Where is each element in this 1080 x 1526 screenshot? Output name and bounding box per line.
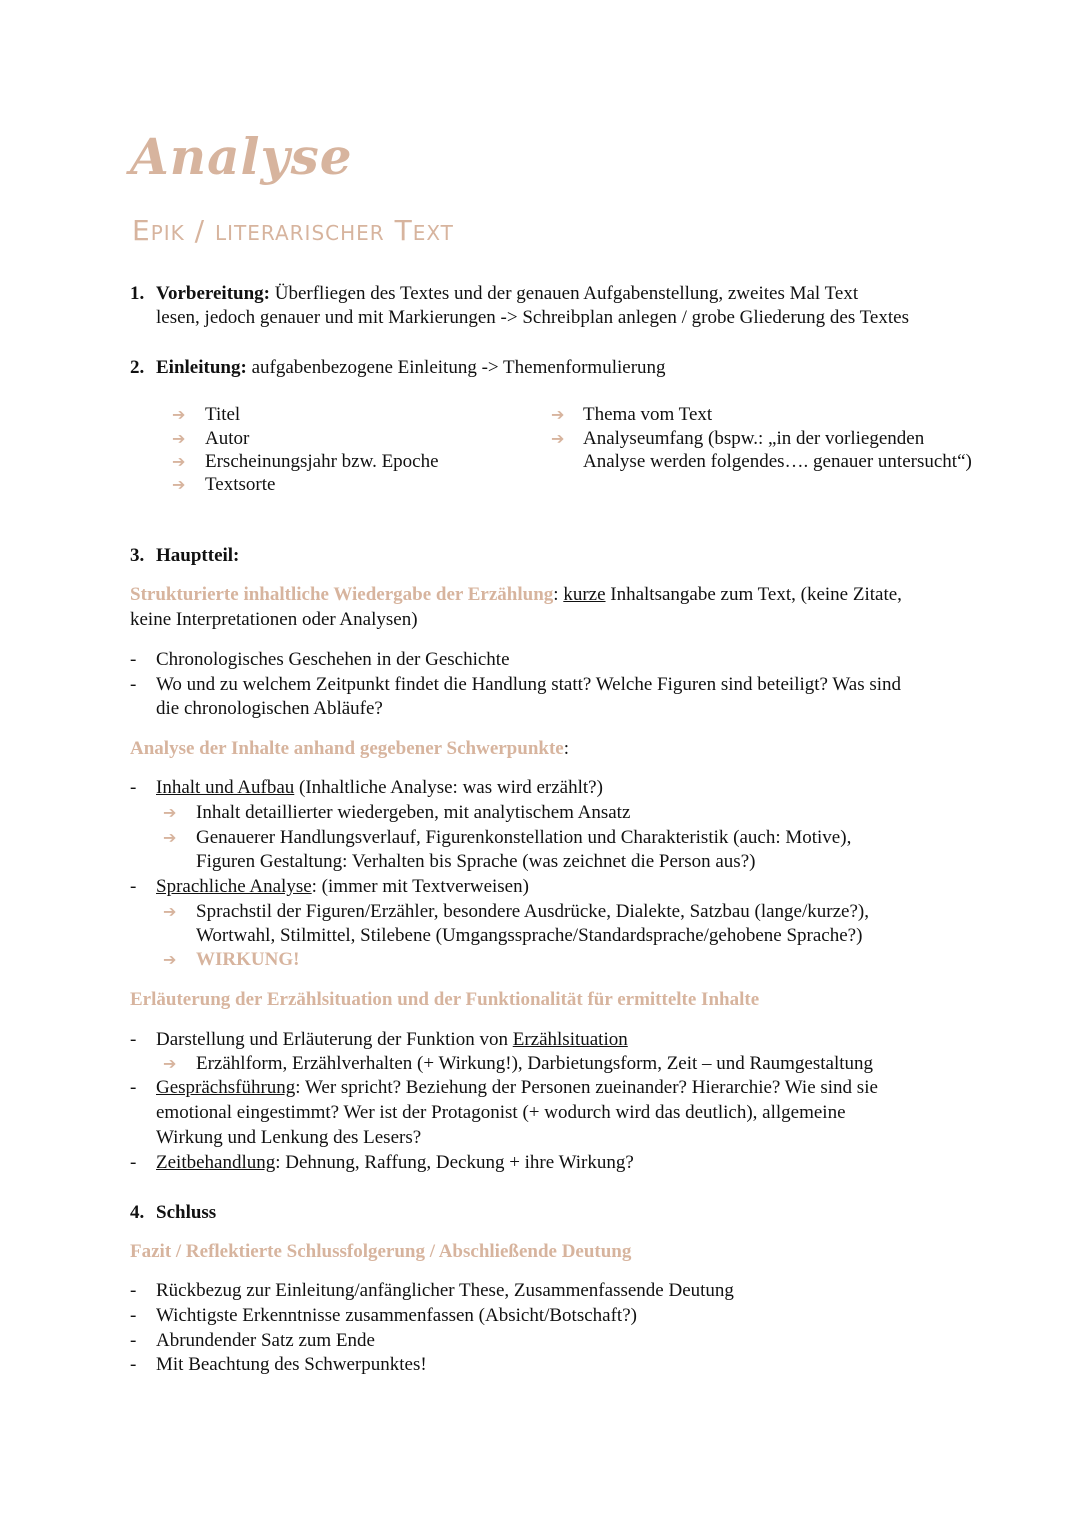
bullet-dash: - — [130, 777, 137, 798]
list-item: Textsorte — [205, 474, 276, 495]
bullet-dash: - — [130, 1330, 137, 1351]
section-heading: Einleitung: — [156, 357, 247, 378]
section-number: 3. — [130, 545, 145, 566]
subsection-title: Analyse der Inhalte anhand gegebener Schwerpunkte — [130, 738, 564, 759]
list-item: Gesprächsführung: Wer spricht? Beziehung der Personen zueinander? Hierarchie? Wie sind sie — [156, 1077, 878, 1098]
list-item: Abrundender Satz zum Ende — [156, 1330, 375, 1351]
bullet-dash: - — [130, 1152, 137, 1173]
subsection-line: keine Interpretationen oder Analysen) — [130, 609, 418, 630]
arrow-right-icon: ➔ — [551, 405, 565, 424]
list-item: Inhalt und Aufbau (Inhaltliche Analyse: was wird erzählt?) — [156, 777, 603, 798]
list-item-continuation: Analyse werden folgendes…. genauer untersucht“) — [583, 451, 972, 472]
arrow-right-icon: ➔ — [551, 429, 565, 448]
arrow-right-icon: ➔ — [163, 803, 177, 822]
arrow-right-icon: ➔ — [172, 475, 186, 494]
list-item: Titel — [205, 404, 241, 425]
subsection-line: Analyse der Inhalte anhand gegebener Schwerpunkte: — [130, 738, 569, 759]
subsection-title: Fazit / Reflektierte Schlussfolgerung / Abschließende Deutung — [130, 1241, 632, 1262]
bullet-dash: - — [130, 876, 137, 897]
section-number: 1. — [130, 283, 145, 304]
list-item: Wichtigste Erkenntnisse zusammenfassen (Absicht/Botschaft?) — [156, 1305, 637, 1326]
bullet-dash: - — [130, 1280, 137, 1301]
section-1-line-2: lesen, jedoch genauer und mit Markierungen -> Schreibplan anlegen / grobe Gliederung des Textes — [156, 307, 909, 328]
section-heading: Hauptteil: — [156, 545, 240, 566]
section-1-line-1: Vorbereitung: Überfliegen des Textes und der genauen Aufgabenstellung, zweites Mal Text — [156, 283, 859, 304]
arrow-right-icon: ➔ — [163, 950, 177, 969]
list-item: Inhalt detaillierter wiedergeben, mit analytischem Ansatz — [196, 802, 631, 823]
section-number: 2. — [130, 357, 145, 378]
list-item-continuation: die chronologischen Abläufe? — [156, 698, 383, 719]
subsection-line: Strukturierte inhaltliche Wiedergabe der Erzählung: kurze Inhaltsangabe zum Text, (keine Zitate, — [130, 584, 902, 605]
list-item-continuation: Figuren Gestaltung: Verhalten bis Sprache (was zeichnet die Person aus?) — [196, 851, 756, 872]
subsection-title: Strukturierte inhaltliche Wiedergabe der Erzählung — [130, 584, 554, 605]
bullet-dash: - — [130, 1354, 137, 1375]
subsection-title: Erläuterung der Erzählsituation und der Funktionalität für ermittelte Inhalte — [130, 989, 760, 1010]
list-item: Erzählform, Erzählverhalten (+ Wirkung!), Darbietungsform, Zeit – und Raumgestaltung — [196, 1053, 874, 1074]
subsection-line — [130, 988, 759, 1013]
list-item: Zeitbehandlung: Dehnung, Raffung, Deckung + ihre Wirkung? — [156, 1152, 634, 1173]
list-item: Mit Beachtung des Schwerpunktes! — [156, 1354, 427, 1375]
list-item: Sprachstil der Figuren/Erzähler, besondere Ausdrücke, Dialekte, Satzbau (lange/kurze?), — [196, 901, 869, 922]
arrow-right-icon: ➔ — [172, 405, 186, 424]
list-item: Rückbezug zur Einleitung/anfänglicher These, Zusammenfassende Deutung — [156, 1280, 734, 1301]
bullet-dash: - — [130, 649, 137, 670]
arrow-right-icon: ➔ — [172, 429, 186, 448]
arrow-right-icon: ➔ — [163, 902, 177, 921]
list-item: Wo und zu welchem Zeitpunkt findet die Handlung statt? Welche Figuren sind beteiligt? Was sind — [156, 674, 902, 695]
arrow-right-icon: ➔ — [172, 452, 186, 471]
list-item: Sprachliche Analyse: (immer mit Textverweisen) — [156, 876, 529, 897]
list-item: Analyseumfang (bspw.: „in der vorliegenden — [583, 428, 925, 449]
section-number: 4. — [130, 1202, 145, 1223]
list-item: WIRKUNG! — [196, 949, 300, 970]
list-item: Autor — [205, 428, 250, 449]
section-2-line: Einleitung: aufgabenbezogene Einleitung -> Themenformulierung — [156, 357, 666, 378]
list-item: Thema vom Text — [583, 404, 713, 425]
bullet-dash: - — [130, 674, 137, 695]
list-item: Erscheinungsjahr bzw. Epoche — [205, 451, 439, 472]
bullet-dash: - — [130, 1305, 137, 1326]
list-item-continuation: emotional eingestimmt? Wer ist der Protagonist (+ wodurch wird das deutlich), allgemeine — [156, 1102, 846, 1123]
list-item: Genauerer Handlungsverlauf, Figurenkonstellation und Charakteristik (auch: Motive), — [196, 827, 852, 848]
page-subtitle: Epik / literarischer Text — [132, 214, 454, 247]
arrow-right-icon: ➔ — [163, 1054, 177, 1073]
list-item-continuation: Wirkung und Lenkung des Lesers? — [156, 1127, 422, 1148]
section-heading: Vorbereitung: — [156, 283, 270, 304]
section-heading: Schluss — [156, 1202, 217, 1223]
list-item-continuation: Wortwahl, Stilmittel, Stilebene (Umgangssprache/Standardsprache/gehobene Sprache?) — [196, 925, 863, 946]
bullet-dash: - — [130, 1077, 137, 1098]
list-item: Darstellung und Erläuterung der Funktion von Erzählsituation — [156, 1029, 628, 1050]
bullet-dash: - — [130, 1029, 137, 1050]
page-title: Analyse — [130, 127, 353, 186]
arrow-right-icon: ➔ — [163, 828, 177, 847]
list-item: Chronologisches Geschehen in der Geschichte — [156, 649, 510, 670]
